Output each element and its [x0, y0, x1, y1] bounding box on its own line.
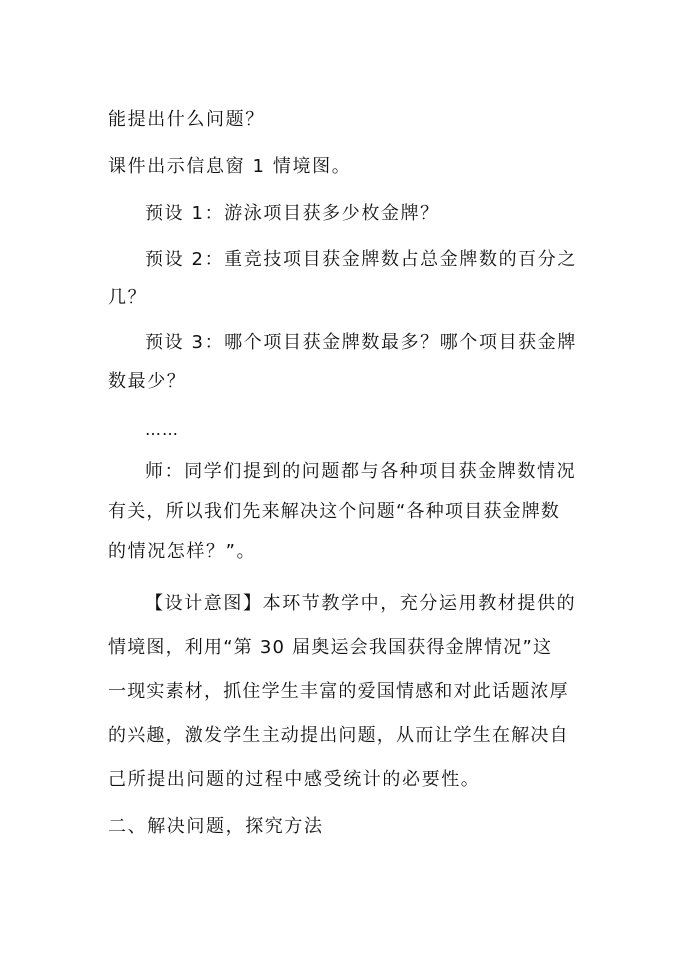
- text-line-design-intent: 【设计意图】本环节教学中，充分运用教材提供的: [145, 593, 577, 614]
- text-line-design-intent-cont-3: 的兴趣，激发学生主动提出问题，从而让学生在解决自: [108, 725, 569, 746]
- text-line-preset-2-cont: 几？: [108, 287, 148, 308]
- text-line-preset-1: 预设 1：游泳项目获多少枚金牌？: [145, 203, 440, 224]
- text-line-question-prompt: 能提出什么问题？: [108, 109, 265, 130]
- text-line-design-intent-cont-4: 己所提出问题的过程中感受统计的必要性。: [108, 769, 481, 790]
- text-line-preset-2: 预设 2：重竞技项目获金牌数占总金牌数的百分之: [145, 249, 577, 270]
- text-line-preset-3-cont: 数最少？: [108, 371, 187, 392]
- text-line-teacher-cont-1: 有关，所以我们先来解决这个问题“各种项目获金牌数: [108, 501, 561, 522]
- text-line-courseware: 课件出示信息窗 1 情境图。: [108, 156, 352, 177]
- text-line-ellipsis: ……: [145, 420, 179, 439]
- text-line-design-intent-cont-2: 一现实素材，抓住学生丰富的爱国情感和对此话题浓厚: [108, 681, 569, 702]
- text-line-preset-3: 预设 3：哪个项目获金牌数最多？哪个项目获金牌: [145, 332, 577, 353]
- text-line-teacher: 师：同学们提到的问题都与各种项目获金牌数情况: [145, 461, 577, 482]
- text-line-design-intent-cont-1: 情境图，利用“第 30 届奥运会我国获得金牌情况”这: [108, 637, 553, 658]
- text-line-teacher-cont-2: 的情况怎样？”。: [108, 541, 257, 562]
- section-heading-solve-problem: 二、解决问题，探究方法: [108, 816, 324, 837]
